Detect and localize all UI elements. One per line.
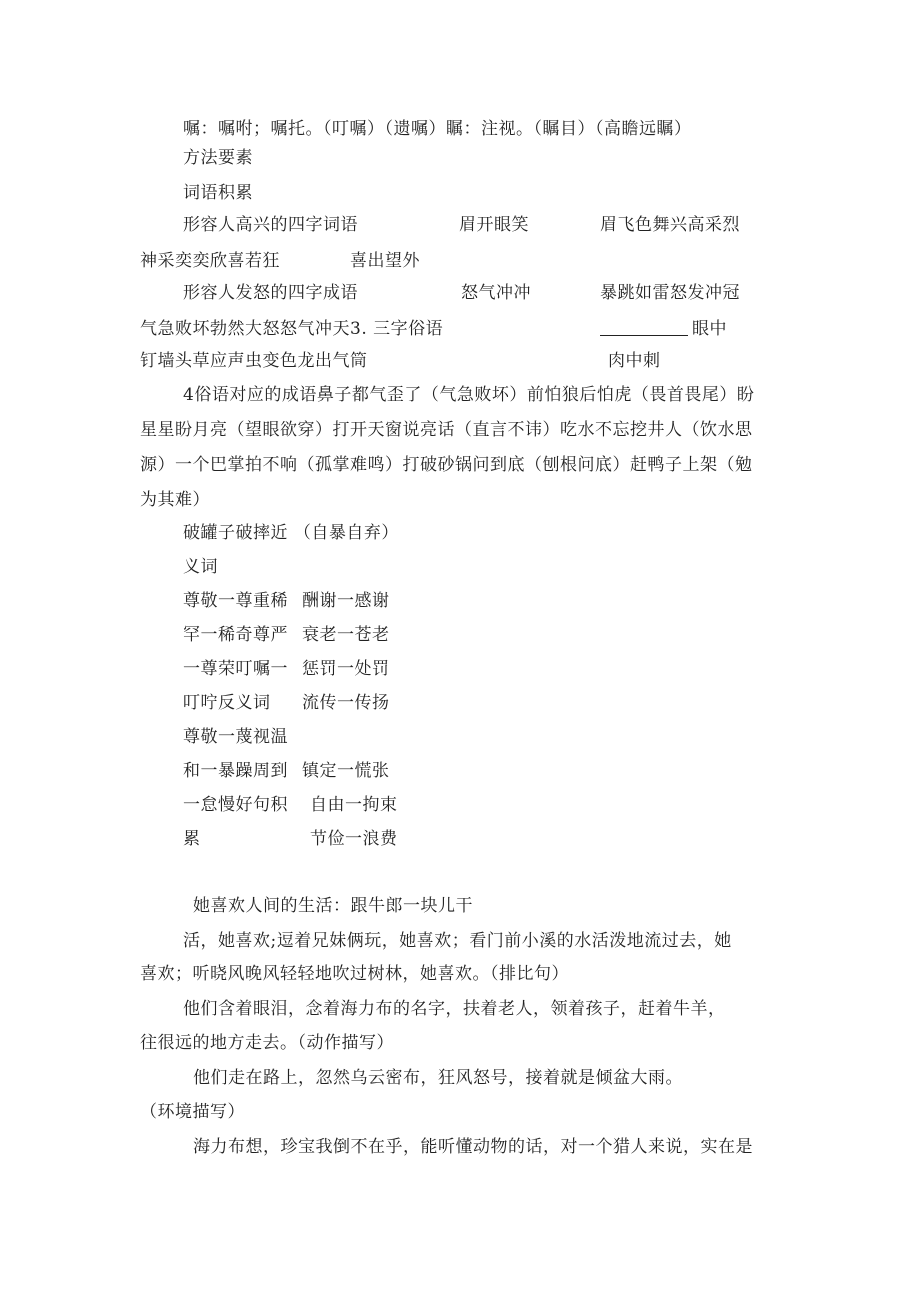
text-line: 尊敬一蔑视温 xyxy=(183,727,288,747)
text-line: 眼中 xyxy=(692,319,727,339)
text-line: 形容人高兴的四字词语 xyxy=(183,215,358,235)
text-line: 他们走在路上，忽然乌云密布，狂风怒号，接着就是倾盆大雨。 xyxy=(193,1068,683,1088)
text-line: 镇定一慌张 xyxy=(302,761,390,781)
text-line: 源）一个巴掌拍不响（孤掌难鸣）打破砂锅问到底（刨根问底）赶鸭子上架（勉 xyxy=(140,455,753,475)
text-line: 暴跳如雷怒发冲冠 xyxy=(600,283,740,303)
text-line: 肉中刺 xyxy=(608,351,661,371)
text-line: 喜出望外 xyxy=(350,251,420,271)
text-line: 词语积累 xyxy=(183,183,253,203)
text-line: 自由一拘束 xyxy=(310,795,398,815)
text-line: 气急败坏勃然大怒怒气冲天3. 三字俗语 xyxy=(140,319,444,339)
text-line: 节俭一浪费 xyxy=(310,829,398,849)
text-line: 怒气冲冲 xyxy=(461,283,531,303)
text-line: （环境描写） xyxy=(140,1102,245,1122)
text-line: 义词 xyxy=(183,557,218,577)
blank-underline xyxy=(600,319,688,336)
text-line: 衰老一苍老 xyxy=(302,625,390,645)
text-line: 往很远的地方走去。（动作描写） xyxy=(140,1033,394,1053)
text-line: 喜欢；听晓风晚风轻轻地吹过树林，她喜欢。（排比句） xyxy=(140,964,569,984)
fill-blank xyxy=(600,318,727,340)
text-line: 他们含着眼泪，念着海力布的名字，扶着老人，领着孩子，赶着牛羊， xyxy=(183,999,726,1019)
text-line: 一尊荣叮嘱一 xyxy=(183,659,288,679)
text-line: 钉墙头草应声虫变色龙出气筒 xyxy=(140,351,368,371)
text-line: 惩罚一处罚 xyxy=(302,659,390,679)
text-line: 眉飞色舞兴高采烈 xyxy=(600,215,740,235)
text-line: 海力布想，珍宝我倒不在乎，能听懂动物的话，对一个猎人来说，实在是 xyxy=(193,1137,753,1157)
text-line: 酬谢一感谢 xyxy=(302,591,390,611)
text-line: 嘱：嘱咐；嘱托。（叮嘱）（遗嘱）瞩：注视。（瞩目）（高瞻远瞩） xyxy=(183,119,692,139)
text-line: 4俗语对应的成语鼻子都气歪了（气急败坏）前怕狼后怕虎（畏首畏尾）盼 xyxy=(183,385,755,405)
text-line: 尊敬一尊重稀 xyxy=(183,591,288,611)
text-line: 活，她喜欢;逗着兄妹俩玩，她喜欢；看门前小溪的水活泼地流过去，她 xyxy=(183,931,732,951)
text-line: 方法要素 xyxy=(183,148,253,168)
text-line: 破罐子破摔近 （自暴自弃） xyxy=(183,523,399,543)
text-line: 她喜欢人间的生活：跟牛郎一块儿干 xyxy=(193,896,473,916)
text-line: 和一暴躁周到 xyxy=(183,761,288,781)
text-line: 神采奕奕欣喜若狂 xyxy=(140,251,280,271)
text-line: 叮咛反义词 xyxy=(183,693,271,713)
text-line: 一怠慢好句积 xyxy=(183,795,288,815)
text-line: 形容人发怒的四字成语 xyxy=(183,283,358,303)
text-line: 罕一稀奇尊严 xyxy=(183,625,288,645)
text-line: 为其难） xyxy=(140,490,210,510)
text-line: 眉开眼笑 xyxy=(459,215,529,235)
text-line: 星星盼月亮（望眼欲穿）打开天窗说亮话（直言不讳）吃水不忘挖井人（饮水思 xyxy=(140,420,753,440)
text-line: 累 xyxy=(183,829,201,849)
text-line: 流传一传扬 xyxy=(302,693,390,713)
